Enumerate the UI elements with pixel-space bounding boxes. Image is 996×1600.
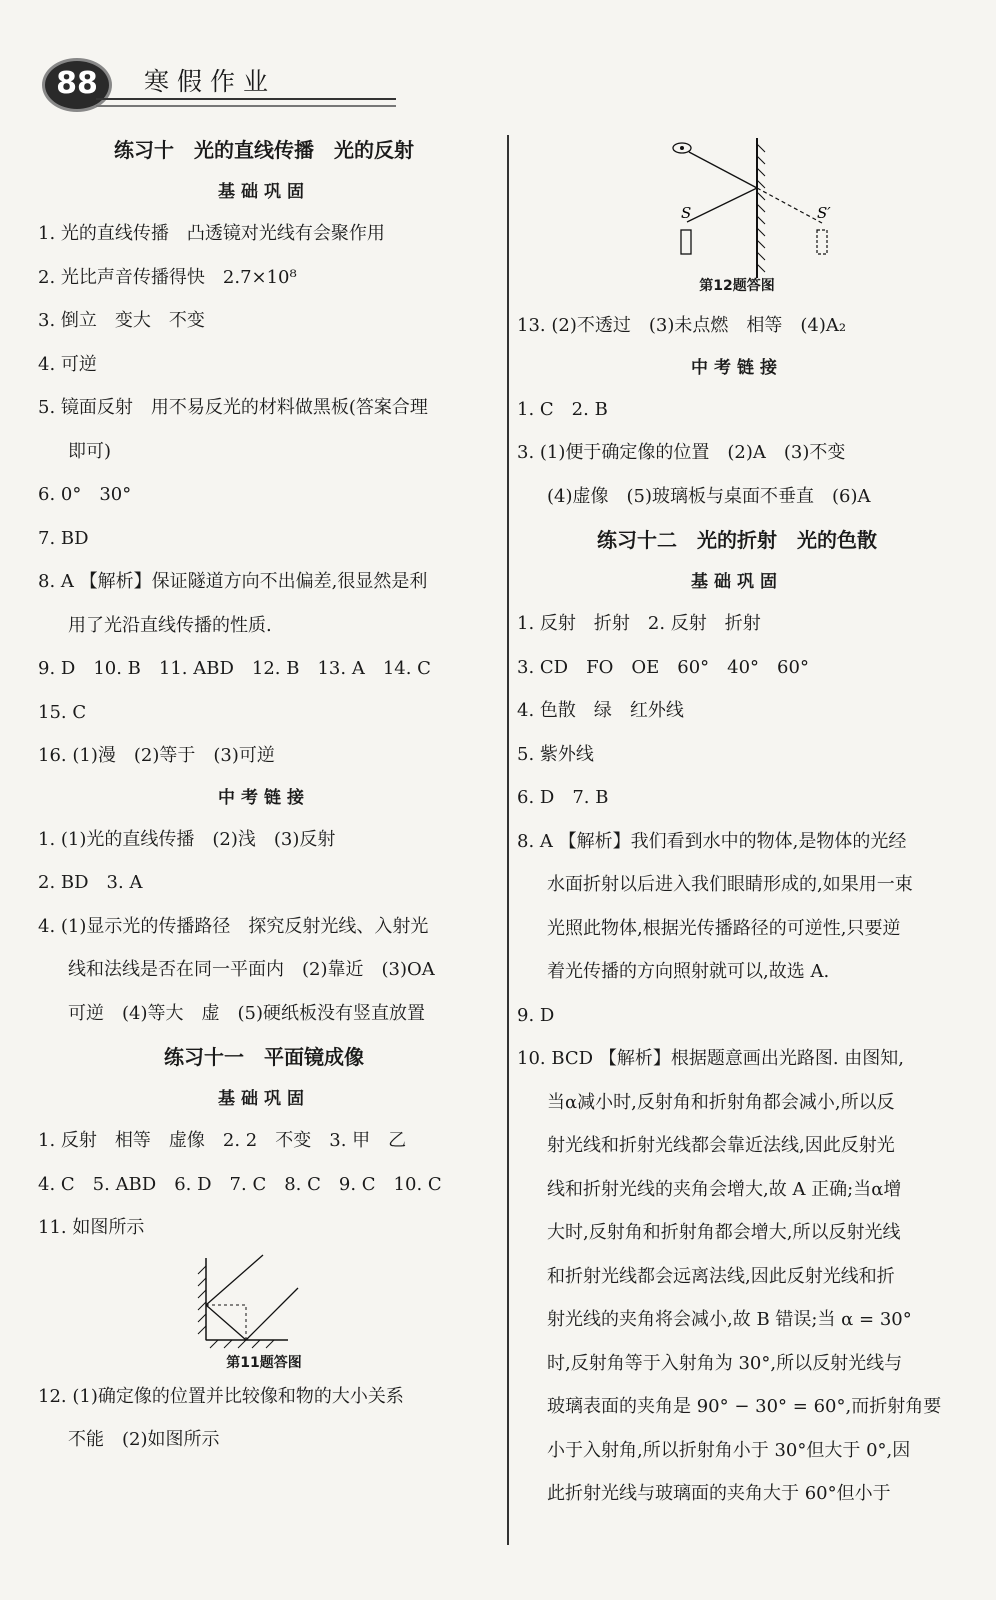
page-header [36, 56, 366, 116]
answer-line: 7. BD [38, 527, 89, 549]
section-title-12: 练习十二 光的折射 光的色散 [597, 528, 877, 552]
answer-line: 玻璃表面的夹角是 90° − 30° = 60°,而折射角要 [547, 1396, 942, 1417]
answer-line: 1. 反射 折射 2. 反射 折射 [517, 613, 761, 634]
answer-line: 即可) [68, 440, 112, 462]
section-title-10: 练习十 光的直线传播 光的反射 [114, 138, 414, 162]
book-title: 寒假作业 [144, 67, 277, 96]
answer-line: 射光线和折射光线都会靠近法线,因此反射光 [547, 1135, 895, 1156]
answer-line: 3. (1)便于确定像的位置 (2)A (3)不变 [517, 442, 846, 463]
figure-12-diagram [517, 138, 957, 288]
answer-line: 15. C [38, 701, 87, 723]
subsection-basic: 基础巩固 [218, 1089, 310, 1109]
right-column [517, 128, 957, 1516]
answer-line: 8. A 【解析】保证隧道方向不出偏差,很显然是利 [38, 571, 428, 592]
answer-line: 射光线的夹角将会减小,故 B 错误;当 α = 30° [547, 1309, 912, 1330]
answer-line: 4. C 5. ABD 6. D 7. C 8. C 9. C 10. C [38, 1173, 442, 1195]
answer-line: 11. 如图所示 [38, 1217, 145, 1238]
candle-image-icon [817, 230, 827, 254]
answer-line: 用了光沿直线传播的性质. [68, 614, 272, 636]
answer-line: 1. 光的直线传播 凸透镜对光线有会聚作用 [38, 223, 385, 244]
answer-line: 9. D [517, 1004, 555, 1026]
answer-line: 5. 镜面反射 用不易反光的材料做黑板(答案合理 [38, 397, 428, 418]
page-number-badge: 88 [42, 58, 112, 112]
subsection-exam: 中考链接 [218, 787, 310, 808]
figure-11-diagram [38, 1250, 490, 1350]
header-rule [96, 98, 396, 107]
answer-line: 着光传播的方向照射就可以,故选 A. [547, 961, 830, 982]
answer-line: 1. (1)光的直线传播 (2)浅 (3)反射 [38, 828, 336, 850]
answer-line: 1. 反射 相等 虚像 2. 2 不变 3. 甲 乙 [38, 1130, 407, 1151]
answer-line: 12. (1)确定像的位置并比较像和物的大小关系 [38, 1385, 404, 1407]
answer-line: 6. 0° 30° [38, 484, 132, 505]
answer-line: 线和法线是否在同一平面内 (2)靠近 (3)OA [68, 959, 435, 980]
answer-line: 3. 倒立 变大 不变 [38, 310, 205, 331]
answer-line: 线和折射光线的夹角会增大,故 A 正确;当α增 [547, 1178, 902, 1200]
answer-line: 时,反射角等于入射角为 30°,所以反射光线与 [547, 1352, 903, 1374]
answer-line: 9. D 10. B 11. ABD 12. B 13. A 14. C [38, 658, 431, 679]
answer-line: 16. (1)漫 (2)等于 (3)可逆 [38, 745, 275, 766]
answer-line: 光照此物体,根据光传播路径的可逆性,只要逆 [547, 917, 901, 939]
figure-11-caption: 第11题答图 [226, 1354, 302, 1371]
answer-line: 4. 色散 绿 红外线 [517, 700, 684, 721]
answer-line: 当α减小时,反射角和折射角都会减小,所以反 [547, 1091, 895, 1113]
figure-12-caption: 第12题答图 [699, 278, 775, 294]
label-s-prime: S′ [817, 204, 831, 222]
figure-12 [517, 128, 957, 304]
answer-line: 不能 (2)如图所示 [68, 1429, 220, 1450]
answer-line: 水面折射以后进入我们眼睛形成的,如果用一束 [547, 874, 913, 895]
answer-line: 此折射光线与玻璃面的夹角大于 60°但小于 [547, 1483, 891, 1504]
answer-line: 大时,反射角和折射角都会增大,所以反射光线 [547, 1222, 901, 1243]
column-divider [507, 135, 509, 1545]
section-title-11: 练习十一 平面镜成像 [164, 1045, 364, 1069]
answer-line: 10. BCD 【解析】根据题意画出光路图. 由图知, [517, 1048, 904, 1069]
answer-line: 1. C 2. B [517, 398, 608, 420]
answer-line: (4)虚像 (5)玻璃板与桌面不垂直 (6)A [547, 485, 871, 507]
answer-line: 可逆 (4)等大 虚 (5)硬纸板没有竖直放置 [68, 1002, 425, 1024]
answer-line: 2. 光比声音传播得快 2.7×10⁸ [38, 266, 297, 288]
answer-line: 6. D 7. B [517, 787, 609, 808]
answer-line: 和折射光线都会远离法线,因此反射光线和折 [547, 1265, 895, 1287]
answer-line: 小于入射角,所以折射角小于 30°但大于 0°,因 [547, 1439, 911, 1461]
answer-line: 2. BD 3. A [38, 872, 143, 893]
answer-line: 5. 紫外线 [517, 743, 594, 765]
answer-line: 4. 可逆 [38, 353, 97, 375]
candle-icon [681, 230, 691, 254]
label-s: S [681, 204, 692, 222]
subsection-basic: 基础巩固 [218, 182, 310, 202]
subsection-basic: 基础巩固 [691, 572, 783, 592]
answer-line: 3. CD FO OE 60° 40° 60° [517, 656, 809, 678]
answer-line: 4. (1)显示光的传播路径 探究反射光线、入射光 [38, 915, 429, 937]
answer-line: 8. A 【解析】我们看到水中的物体,是物体的光经 [517, 830, 907, 852]
answer-line: 13. (2)不透过 (3)未点燃 相等 (4)A₂ [517, 315, 847, 336]
left-column [38, 128, 490, 1462]
figure-11 [38, 1250, 490, 1375]
subsection-exam: 中考链接 [691, 357, 783, 378]
